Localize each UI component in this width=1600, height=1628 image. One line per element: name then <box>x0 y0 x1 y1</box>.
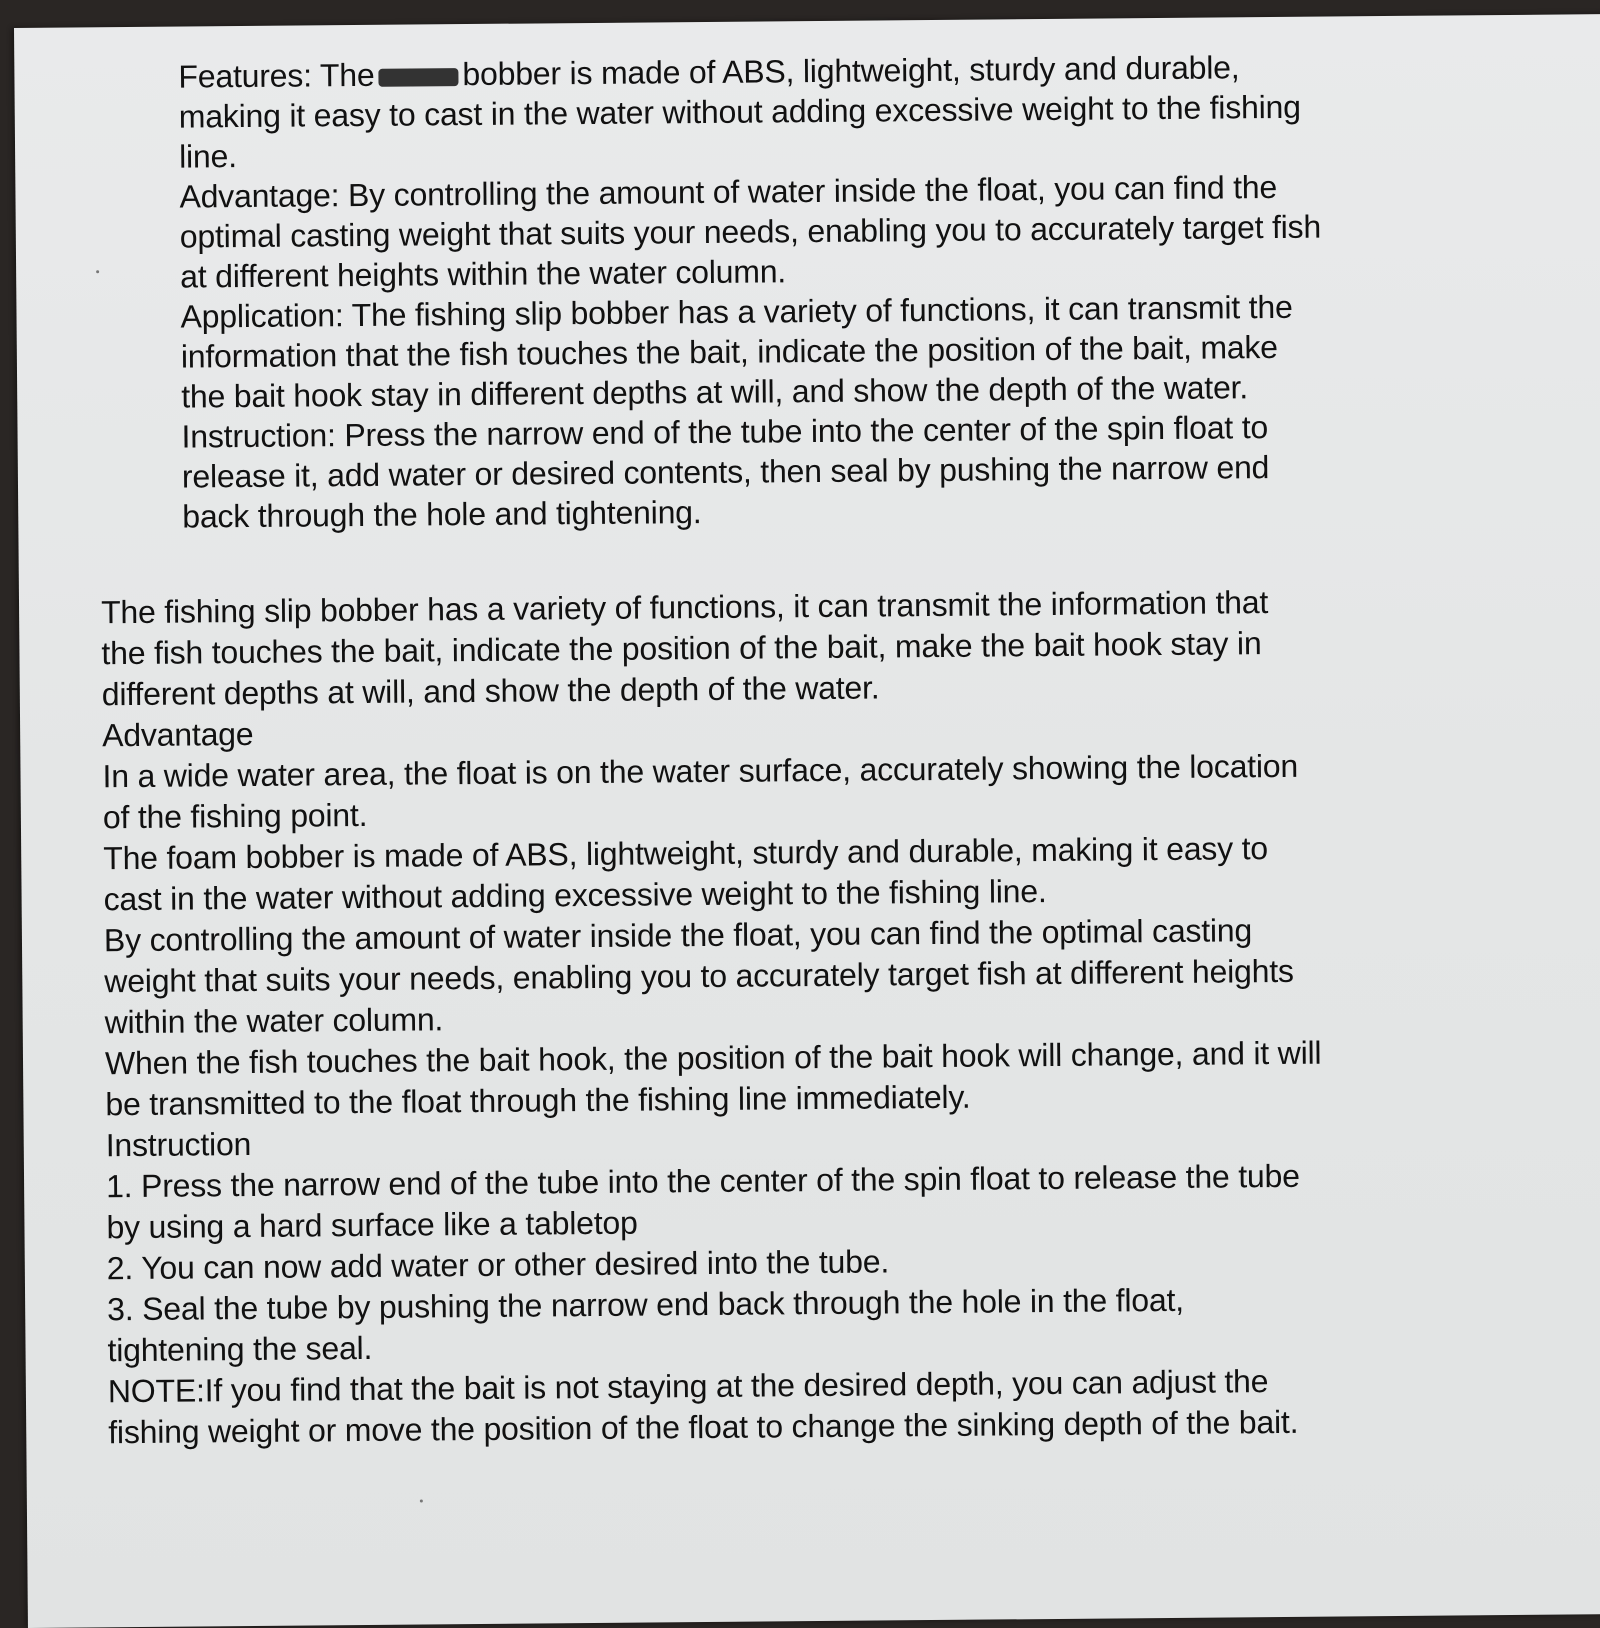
advantage-paragraph-line: By controlling the amount of water inside the float, you can find the optimal casting <box>103 912 1253 959</box>
features-line-1: Features: The bobber is made of ABS, lightweight, sturdy and durable, <box>178 49 1240 95</box>
instruction-step-2: 2. You can now add water or other desired into the tube. <box>106 1243 890 1287</box>
features-line-3: line. <box>178 138 238 175</box>
advantage-paragraph-line: The foam bobber is made of ABS, lightweight, sturdy and durable, making it easy to <box>103 830 1269 877</box>
instruction-step-3: 3. Seal the tube by pushing the narrow end back through the hole in the float, <box>107 1281 1185 1328</box>
intro-line: The fishing slip bobber has a variety of functions, it can transmit the information that <box>100 584 1269 631</box>
advantage-paragraph-line: weight that suits your needs, enabling you to accurately target fish at different heights <box>104 952 1294 1000</box>
features-line-2: making it easy to cast in the water without adding excessive weight to the fishing <box>178 88 1301 135</box>
note-line: fishing weight or move the position of the float to change the sinking depth of the bait. <box>108 1403 1299 1451</box>
application-line-2: information that the fish touches the bait, indicate the position of the bait, make <box>180 328 1278 375</box>
advantage-heading: Advantage <box>102 715 254 754</box>
advantage-paragraph-line: within the water column. <box>104 1001 444 1041</box>
instruction-line-2: release it, add water or desired contents, then seal by pushing the narrow end <box>181 449 1270 495</box>
application-line-1: Application: The fishing slip bobber has a variety of functions, it can transmit the <box>180 288 1293 335</box>
advantage-paragraph-line: When the fish touches the bait hook, the position of the bait hook will change, and it will <box>104 1034 1322 1082</box>
redacted-brand-mark <box>378 68 458 87</box>
instruction-sheet <box>14 14 1600 1628</box>
summary-block <box>178 45 1502 537</box>
intro-line: different depths at will, and show the depth of the water. <box>101 669 880 713</box>
advantage-line-3: at different heights within the water column. <box>180 253 787 295</box>
advantage-paragraph-line: cast in the water without adding excessive weight to the fishing line. <box>103 873 1047 918</box>
instruction-step-1: by using a hard surface like a tabletop <box>106 1204 638 1246</box>
instruction-heading: Instruction <box>105 1125 252 1164</box>
advantage-paragraph-line: be transmitted to the float through the fishing line immediately. <box>105 1078 971 1123</box>
advantage-paragraph-line: In a wide water area, the float is on the water surface, accurately showing the location <box>102 747 1299 795</box>
intro-line: the fish touches the bait, indicate the position of the bait, make the bait hook stay in <box>101 625 1262 672</box>
instruction-step-1: 1. Press the narrow end of the tube into the center of the spin float to release the tube <box>105 1157 1300 1205</box>
note-line: NOTE:If you find that the bait is not staying at the desired depth, you can adjust the <box>107 1363 1269 1410</box>
instruction-step-3: tightening the seal. <box>107 1329 373 1369</box>
advantage-line-2: optimal casting weight that suits your needs, enabling you to accurately target fish <box>179 208 1322 255</box>
paper-speck <box>420 1499 423 1502</box>
instruction-line-1: Instruction: Press the narrow end of the tube into the center of the spin float to <box>181 409 1269 455</box>
instruction-line-3: back through the hole and tightening. <box>182 494 702 535</box>
advantage-paragraph-line: of the fishing point. <box>102 796 368 836</box>
paper-speck <box>96 270 99 273</box>
details-block <box>101 580 1528 1453</box>
advantage-line-1: Advantage: By controlling the amount of water inside the float, you can find the <box>179 168 1278 215</box>
application-line-3: the bait hook stay in different depths at will, and show the depth of the water. <box>181 369 1249 415</box>
